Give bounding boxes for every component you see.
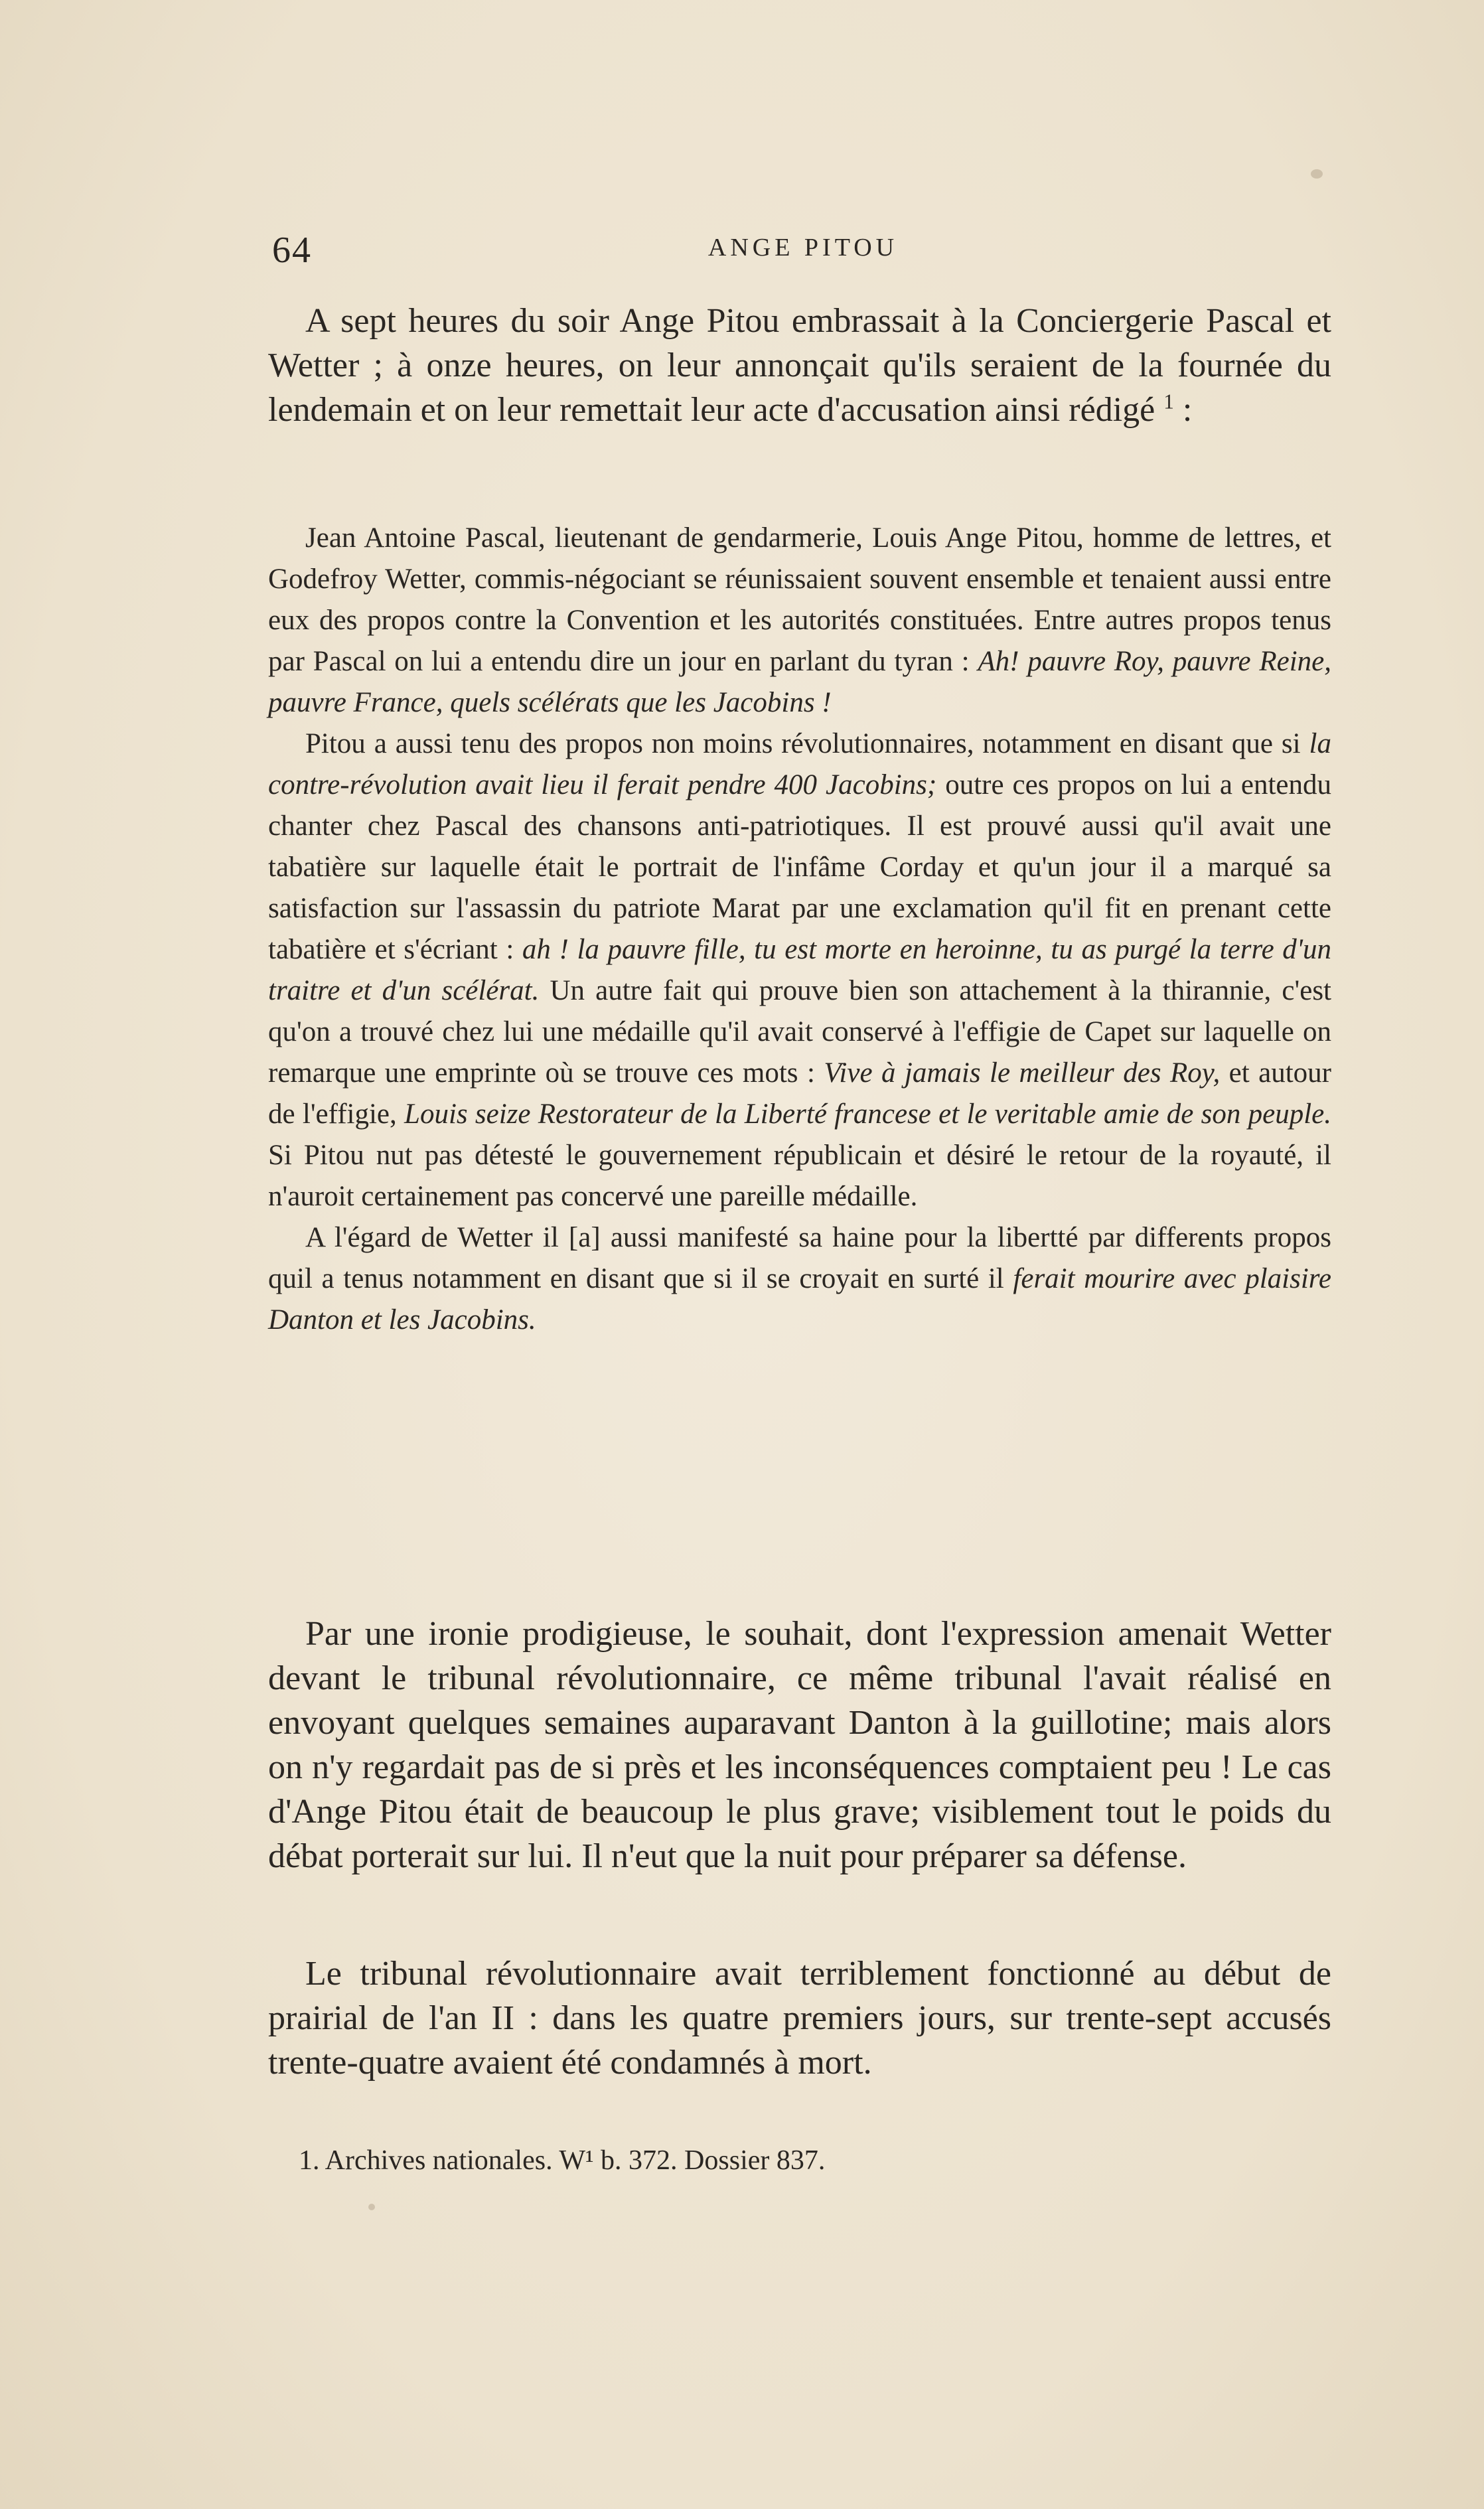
quote-text: Jean Antoine Pascal, lieutenant de gendarmerie, Louis Ange Pitou, homme de lettres, et Godefroy Wetter, commis-négociant se réunissaient souvent ensemble et tenaient aussi entre eux des propos contre la Convention et les autorités constituées. Entre autres propos tenus par Pascal on lui a entendu dire un jour en parlant du tyran : (268, 522, 1331, 677)
paper-stain (368, 2204, 375, 2210)
quote-italic: la contre-révolution avait lieu il ferait pendre 400 Jacobins; (268, 728, 1331, 800)
quote-paragraph (268, 1217, 1331, 1341)
quote-italic: Ah! pauvre Roy, pauvre Reine, pauvre France, quels scélérats que les Jacobins ! (268, 646, 1331, 718)
intro-paragraph-block (268, 299, 1331, 432)
quote-text: A l'égard de Wetter il [a] aussi manifesté sa haine pour la libertté par differents propos quil a tenus notamment en disant que si il se croyait en surté il (268, 1222, 1331, 1294)
quote-paragraph (268, 723, 1331, 1217)
footnote-mark: 1 (1163, 390, 1174, 414)
body-paragraph: Le tribunal révolutionnaire avait terriblement fonctionné au début de prairial de l'an II : dans les quatre premiers jours, sur trente-sept accusés trente-quatre avaient été condamnés à mort. (268, 1955, 1331, 2082)
quote-italic: ferait mourire avec plaisire Danton et les Jacobins. (268, 1263, 1331, 1335)
quote-text: Pitou a aussi tenu des propos non moins révolutionnaires, notamment en disant que si (305, 728, 1309, 759)
intro-text-end: : (1173, 391, 1193, 429)
quote-paragraph (268, 518, 1331, 723)
intro-paragraph (268, 299, 1331, 432)
quote-italic: ah ! la pauvre fille, tu est morte en heroinne, tu as purgé la terre d'un traitre et d'un scélérat. (268, 934, 1332, 1006)
footnote: 1. Archives nationales. W¹ b. 372. Dossier 837. (299, 2145, 826, 2176)
quote-italic: Vive à jamais le meilleur des Roy, (824, 1057, 1221, 1089)
running-title: ANGE PITOU (707, 234, 899, 262)
running-head (272, 229, 1334, 269)
body-paragraph-block (268, 1951, 1331, 2085)
body-paragraph: Par une ironie prodigieuse, le souhait, dont l'expression amenait Wetter devant le tribunal révolutionnaire, ce même tribunal l'avait réalisé en envoyant quelques semaines auparavant Danton à la guillotine; mais alors on n'y regardait pas de si près et les inconséquences comptaient peu ! Le cas d'Ange Pitou était de beaucoup le plus grave; visiblement tout le poids du débat porterait sur lui. Il n'eut que la nuit pour préparer sa défense. (268, 1615, 1331, 1875)
quote-italic: Louis seize Restorateur de la Liberté francese et le veritable amie de son peuple. (404, 1099, 1331, 1130)
body-paragraph-block (268, 1612, 1331, 1878)
page-number: 64 (272, 230, 312, 271)
intro-text: A sept heures du soir Ange Pitou embrassait à la Conciergerie Pascal et Wetter ; à onze heures, on leur annonçait qu'ils seraient de la fournée du lendemain et on leur remettait leur acte d'accusation ainsi rédigé (268, 302, 1331, 429)
quote-text: outre ces propos on lui a entendu chanter chez Pascal des chansons anti-patriotiques. Il est prouvé aussi qu'il avait une tabatière sur laquelle était le portrait de l'infâme Corday et qu'un jour il a marqué sa satisfaction sur l'assassin du patriote Marat par une exclamation qu'il fit en prenant cette tabatière et s'écriant : (268, 769, 1331, 965)
paper-stain (1311, 169, 1323, 179)
quote-text: et autour de l'effigie, (268, 1057, 1331, 1130)
quote-text: Si Pitou nut pas détesté le gouvernement républicain et désiré le retour de la royauté, il n'auroit certainement pas concervé une pareille médaille. (268, 1140, 1331, 1212)
quote-text: Un autre fait qui prouve bien son attachement à la thirannie, c'est qu'on a trouvé chez lui une médaille qu'il avait conservé à l'effigie de Capet sur laquelle on remarque une emprinte où se trouve ces mots : (268, 975, 1331, 1089)
indictment-quote (268, 518, 1331, 1341)
